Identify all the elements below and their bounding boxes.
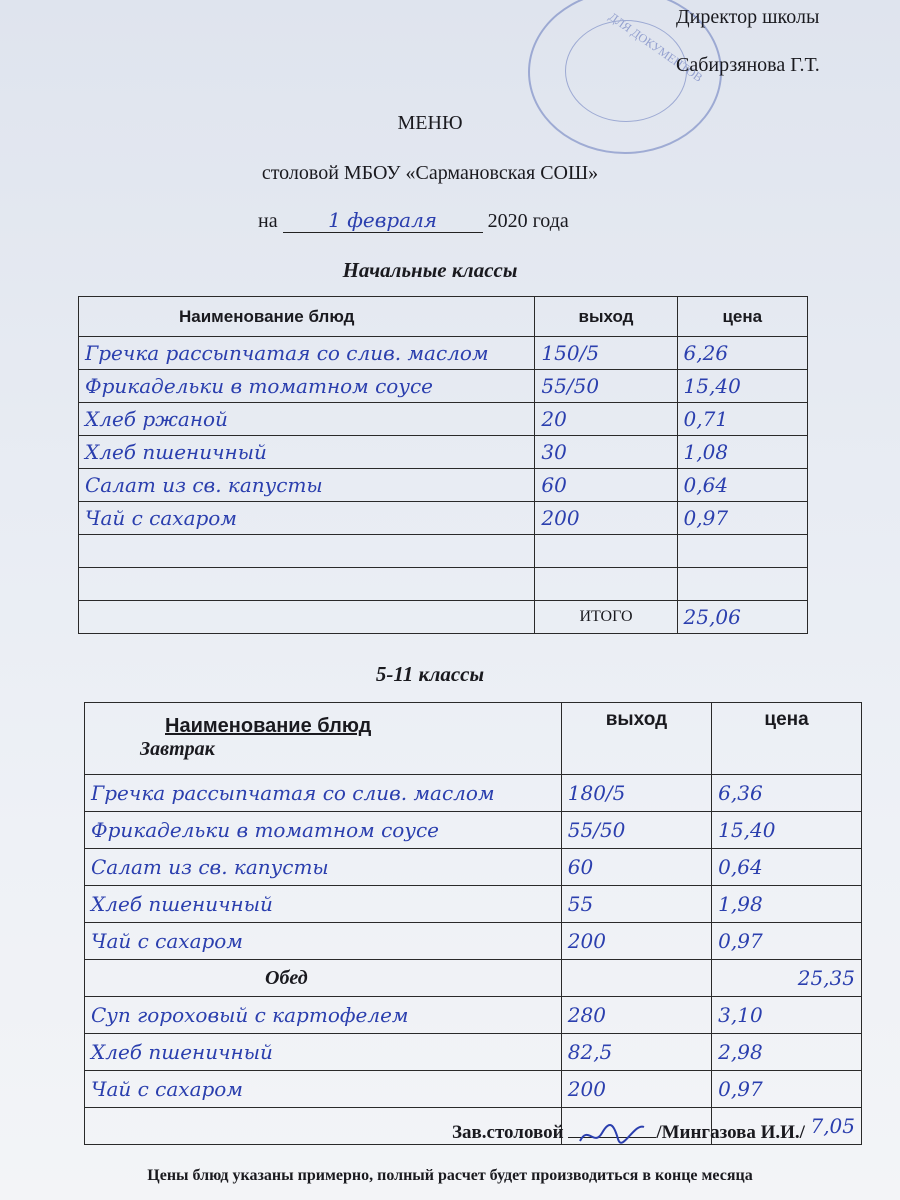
lunch-header-row	[85, 960, 862, 997]
dish-output: 82,5	[561, 1034, 711, 1071]
dish-price: 1,08	[677, 436, 807, 469]
dish-price: 3,10	[712, 997, 862, 1034]
table-row	[85, 1034, 862, 1071]
dish-output: 200	[561, 923, 711, 960]
dish-name	[79, 535, 535, 568]
dish-price: 0,97	[712, 1071, 862, 1108]
breakfast-label: Завтрак	[140, 738, 215, 760]
dish-output: 60	[535, 469, 677, 502]
table-row	[85, 849, 862, 886]
manager-signature-line	[452, 1122, 805, 1144]
director-name: Сабирзянова Г.Т.	[676, 54, 820, 76]
dish-name: Хлеб пшеничный	[85, 1034, 562, 1071]
signature	[568, 1137, 656, 1138]
dish-name	[79, 568, 535, 601]
table-row	[85, 1071, 862, 1108]
dish-price: 1,98	[712, 886, 862, 923]
dish-name: Фрикадельки в томатном соусе	[79, 370, 535, 403]
dish-name: Хлеб пшеничный	[79, 436, 535, 469]
dish-name: Чай с сахаром	[85, 1071, 562, 1108]
dish-price: 6,26	[677, 337, 807, 370]
col-header-name: Наименование блюд	[79, 297, 535, 337]
dish-price: 15,40	[712, 812, 862, 849]
date-handwritten: 1 февраля	[283, 208, 483, 233]
senior-menu-table	[84, 702, 862, 1145]
breakfast-total: 25,35	[712, 960, 862, 997]
lunch-total: 7,05	[712, 1108, 862, 1145]
page-title: МЕНЮ	[397, 112, 463, 134]
primary-menu-table	[78, 296, 808, 634]
table-row	[85, 775, 862, 812]
table-row	[85, 812, 862, 849]
dish-output	[535, 568, 677, 601]
dish-output: 55	[561, 886, 711, 923]
dish-name: Гречка рассыпчатая со слив. маслом	[79, 337, 535, 370]
dish-name: Суп гороховый с картофелем	[85, 997, 562, 1034]
table-row	[79, 568, 808, 601]
dish-price: 0,97	[712, 923, 862, 960]
table-row	[79, 502, 808, 535]
section1-title: Начальные классы	[342, 258, 518, 282]
dish-name: Салат из св. капусты	[85, 849, 562, 886]
dish-name: Чай с сахаром	[79, 502, 535, 535]
date-line	[258, 208, 569, 233]
dish-price: 0,64	[677, 469, 807, 502]
dish-price: 15,40	[677, 370, 807, 403]
section2-title: 5-11 классы	[375, 662, 485, 686]
table-row	[79, 535, 808, 568]
table-row	[79, 403, 808, 436]
dish-name: Гречка рассыпчатая со слив. маслом	[85, 775, 562, 812]
dish-output: 200	[561, 1071, 711, 1108]
col-header-price: цена	[677, 297, 807, 337]
stamp-text: ДЛЯ ДОКУМЕНТОВ	[606, 9, 706, 85]
total-row	[79, 601, 808, 634]
dish-price	[677, 535, 807, 568]
col-header-output: выход	[535, 297, 677, 337]
dish-name: Чай с сахаром	[85, 923, 562, 960]
dish-price: 0,64	[712, 849, 862, 886]
dish-output: 60	[561, 849, 711, 886]
dish-price: 2,98	[712, 1034, 862, 1071]
col-header-price: цена	[712, 703, 862, 775]
lunch-label: Обед	[85, 960, 562, 997]
table-row	[85, 886, 862, 923]
date-prefix: на	[258, 210, 278, 232]
dish-name: Хлеб пшеничный	[85, 886, 562, 923]
dish-price: 0,97	[677, 502, 807, 535]
dish-output: 30	[535, 436, 677, 469]
col-header-name: Наименование блюд	[165, 715, 372, 737]
dish-price: 6,36	[712, 775, 862, 812]
dish-output: 180/5	[561, 775, 711, 812]
dish-output: 200	[535, 502, 677, 535]
total-label: ИТОГО	[535, 601, 677, 634]
dish-price: 0,71	[677, 403, 807, 436]
manager-name: /Мингазова И.И./	[656, 1122, 805, 1143]
table-row	[79, 370, 808, 403]
dish-name: Хлеб ржаной	[79, 403, 535, 436]
table-row	[79, 436, 808, 469]
table-row	[85, 997, 862, 1034]
page-subtitle: столовой МБОУ «Сармановская СОШ»	[261, 162, 599, 184]
dish-output: 55/50	[535, 370, 677, 403]
manager-label: Зав.столовой	[452, 1122, 564, 1143]
dish-output: 150/5	[535, 337, 677, 370]
table-row	[79, 469, 808, 502]
dish-name: Фрикадельки в томатном соусе	[85, 812, 562, 849]
price-note: Цены блюд указаны примерно, полный расчет будет производиться в конце месяца	[147, 1167, 753, 1184]
table-row	[85, 923, 862, 960]
dish-output: 55/50	[561, 812, 711, 849]
dish-output: 20	[535, 403, 677, 436]
table-row	[79, 337, 808, 370]
signature-scribble	[578, 1121, 648, 1149]
col-header-output: выход	[561, 703, 711, 775]
director-title: Директор школы	[676, 6, 820, 28]
dish-price	[677, 568, 807, 601]
total-value: 25,06	[677, 601, 807, 634]
date-suffix: 2020 года	[487, 210, 569, 232]
dish-name: Салат из св. капусты	[79, 469, 535, 502]
dish-output	[535, 535, 677, 568]
dish-output: 280	[561, 997, 711, 1034]
